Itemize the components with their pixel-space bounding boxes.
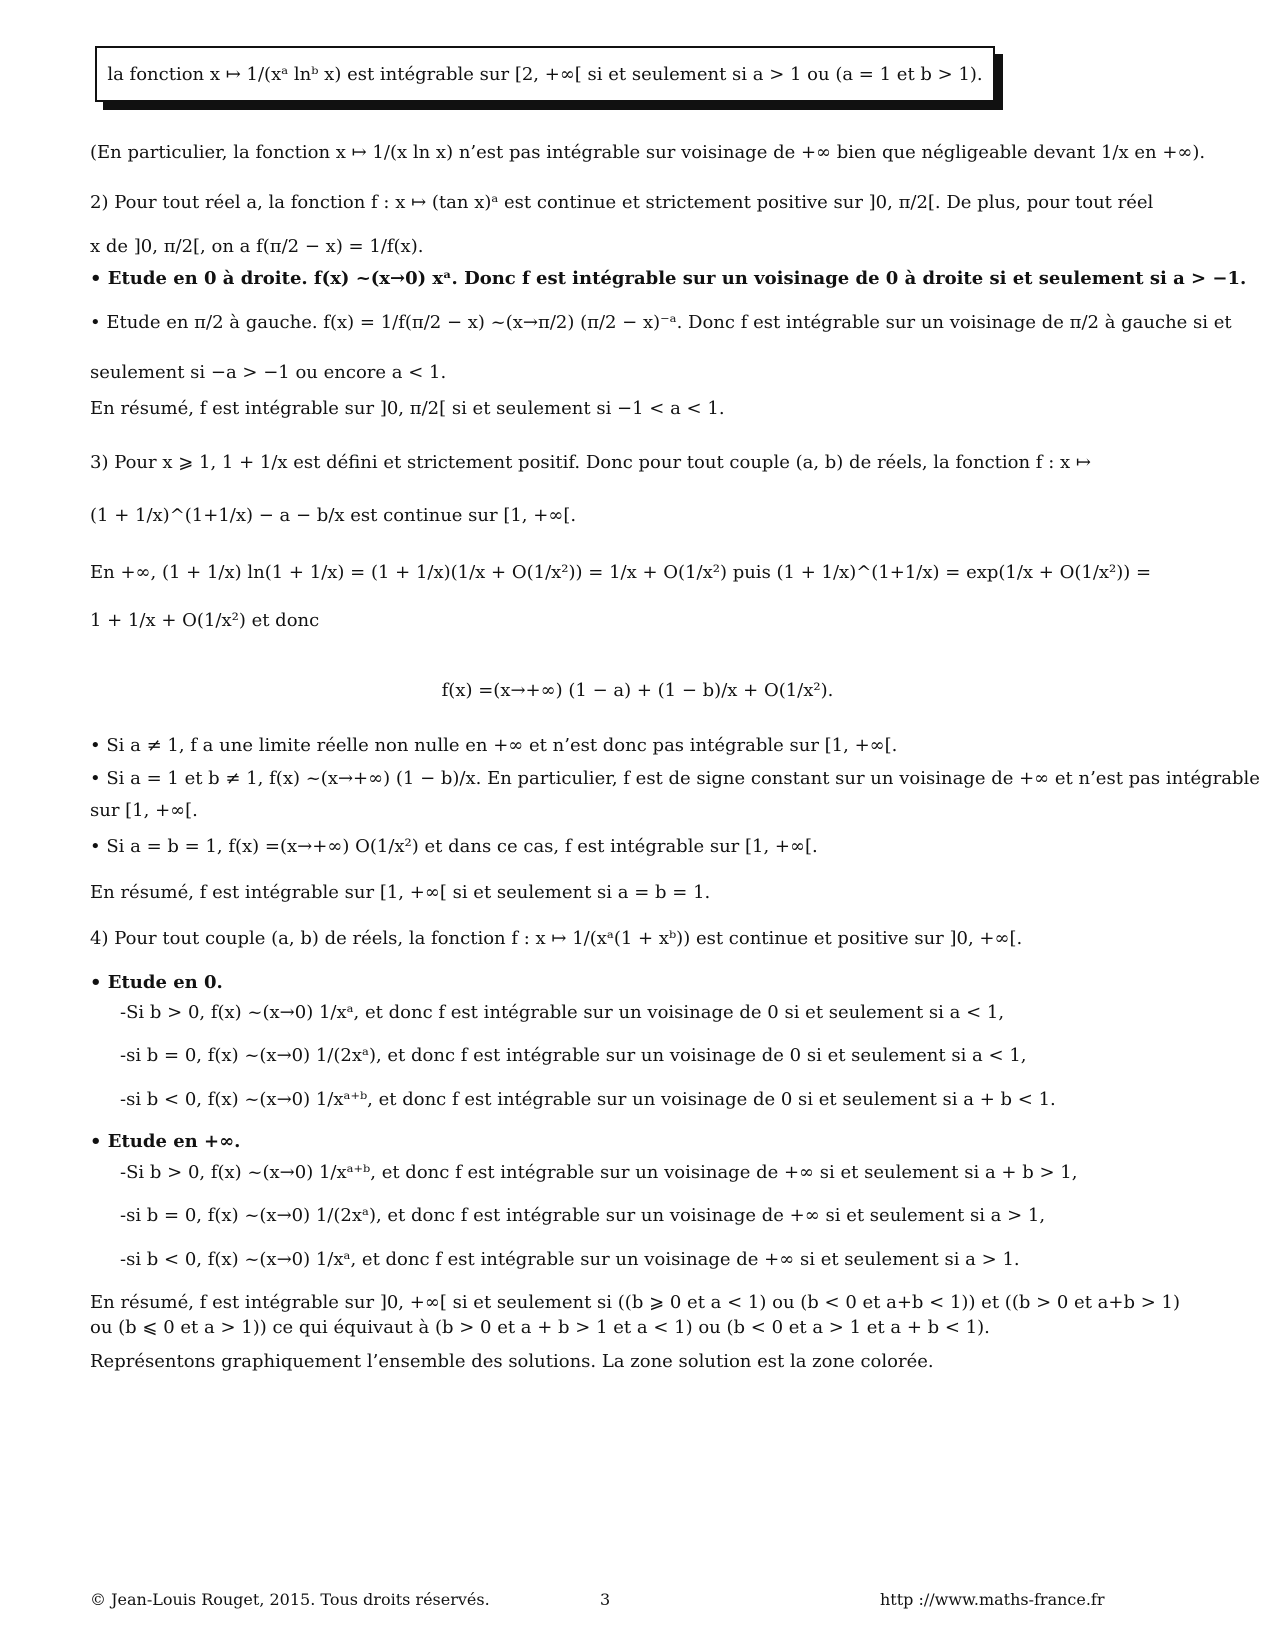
paragraph-note: (En particulier, la fonction x ↦ 1/(x ln x) n’est pas intégrable sur voisinage de +∞ bien que négligeable devant 1/x en +∞). — [90, 142, 1206, 163]
section-3-display-equation: f(x) =(x→+∞) (1 − a) + (1 − b)/x + O(1/x²). — [441, 680, 834, 701]
section-4-summary-1: En résumé, f est intégrable sur ]0, +∞[ si et seulement si ((b ⩾ 0 et a < 1) ou (b < 0 et a+b < 1)) et ((b > 0 et a+b > 1) — [90, 1292, 1181, 1313]
footer-page-number: 3 — [600, 1590, 611, 1609]
section-4-0-case-1: -Si b > 0, f(x) ~(x→0) 1/xᵃ, et donc f est intégrable sur un voisinage de 0 si et seulement si a < 1, — [120, 1002, 1005, 1023]
section-4-summary-2: ou (b ⩽ 0 et a > 1)) ce qui équivaut à (b > 0 et a + b > 1 et a < 1) ou (b < 0 et a > 1 et a + b < 1). — [90, 1317, 990, 1338]
footer-url: http ://www.maths-france.fr — [880, 1590, 1105, 1609]
section-3-expansion-1: En +∞, (1 + 1/x) ln(1 + 1/x) = (1 + 1/x)(1/x + O(1/x²)) = 1/x + O(1/x²) puis (1 + 1/x)^(1+1/x) = exp(1/x + O(1/x²)) = — [90, 562, 1152, 583]
section-4-0-case-2: -si b = 0, f(x) ~(x→0) 1/(2xᵃ), et donc f est intégrable sur un voisinage de 0 si et seulement si a < 1, — [120, 1045, 1027, 1066]
section-4-inf-case-2: -si b = 0, f(x) ~(x→0) 1/(2xᵃ), et donc f est intégrable sur un voisinage de +∞ si et seulement si a > 1, — [120, 1205, 1046, 1226]
footer-copyright: © Jean-Louis Rouget, 2015. Tous droits réservés. — [90, 1590, 490, 1609]
section-4-inf-case-3: -si b < 0, f(x) ~(x→0) 1/xᵃ, et donc f est intégrable sur un voisinage de +∞ si et seulement si a > 1. — [120, 1249, 1020, 1270]
section-2-summary: En résumé, f est intégrable sur ]0, π/2[ si et seulement si −1 < a < 1. — [90, 398, 725, 419]
section-3-line-2: (1 + 1/x)^(1+1/x) − a − b/x est continue sur [1, +∞[. — [90, 505, 577, 526]
section-4-line-1: 4) Pour tout couple (a, b) de réels, la fonction f : x ↦ 1/(xᵃ(1 + xᵇ)) est continue et positive sur ]0, +∞[. — [90, 928, 1023, 949]
section-3-bullet-3: • Si a = b = 1, f(x) =(x→+∞) O(1/x²) et dans ce cas, f est intégrable sur [1, +∞[. — [90, 836, 818, 857]
section-3-bullet-2: • Si a = 1 et b ≠ 1, f(x) ~(x→+∞) (1 − b)/x. En particulier, f est de signe constant sur un voisinage de +∞ et n’est pas intégrable — [90, 768, 1260, 789]
section-3-line-1: 3) Pour x ⩾ 1, 1 + 1/x est défini et strictement positif. Donc pour tout couple (a, b) de réels, la fonction f : x ↦ — [90, 452, 1091, 473]
section-2-bullet-2-cont: seulement si −a > −1 ou encore a < 1. — [90, 362, 447, 383]
section-3-bullet-2-cont: sur [1, +∞[. — [90, 800, 198, 821]
section-2-bullet-1: • Etude en 0 à droite. f(x) ~(x→0) xᵃ. Donc f est intégrable sur un voisinage de 0 à droite si et seulement si a > −1. — [90, 268, 1247, 289]
section-4-heading-0: • Etude en 0. — [90, 972, 223, 993]
section-4-graph-intro: Représentons graphiquement l’ensemble des solutions. La zone solution est la zone colorée. — [90, 1351, 934, 1372]
section-2-bullet-2: • Etude en π/2 à gauche. f(x) = 1/f(π/2 − x) ~(x→π/2) (π/2 − x)⁻ᵃ. Donc f est intégrable sur un voisinage de π/2 à gauche si et — [90, 312, 1232, 333]
section-2-line-2: x de ]0, π/2[, on a f(π/2 − x) = 1/f(x). — [90, 236, 424, 257]
section-2-line-1: 2) Pour tout réel a, la fonction f : x ↦ (tan x)ᵃ est continue et strictement positive sur ]0, π/2[. De plus, pour tout réel — [90, 192, 1154, 213]
section-3-bullet-1: • Si a ≠ 1, f a une limite réelle non nulle en +∞ et n’est donc pas intégrable sur [1, +∞[. — [90, 735, 898, 756]
section-4-heading-inf: • Etude en +∞. — [90, 1131, 241, 1152]
section-4-0-case-3: -si b < 0, f(x) ~(x→0) 1/xᵃ⁺ᵇ, et donc f est intégrable sur un voisinage de 0 si et seulement si a + b < 1. — [120, 1089, 1056, 1110]
theorem-text: la fonction x ↦ 1/(xᵃ lnᵇ x) est intégrable sur [2, +∞[ si et seulement si a > 1 ou (a = 1 et b > 1). — [95, 46, 995, 102]
theorem-box — [95, 46, 995, 102]
section-3-expansion-2: 1 + 1/x + O(1/x²) et donc — [90, 610, 320, 631]
section-4-inf-case-1: -Si b > 0, f(x) ~(x→0) 1/xᵃ⁺ᵇ, et donc f est intégrable sur un voisinage de +∞ si et seulement si a + b > 1, — [120, 1162, 1078, 1183]
section-3-summary: En résumé, f est intégrable sur [1, +∞[ si et seulement si a = b = 1. — [90, 882, 711, 903]
